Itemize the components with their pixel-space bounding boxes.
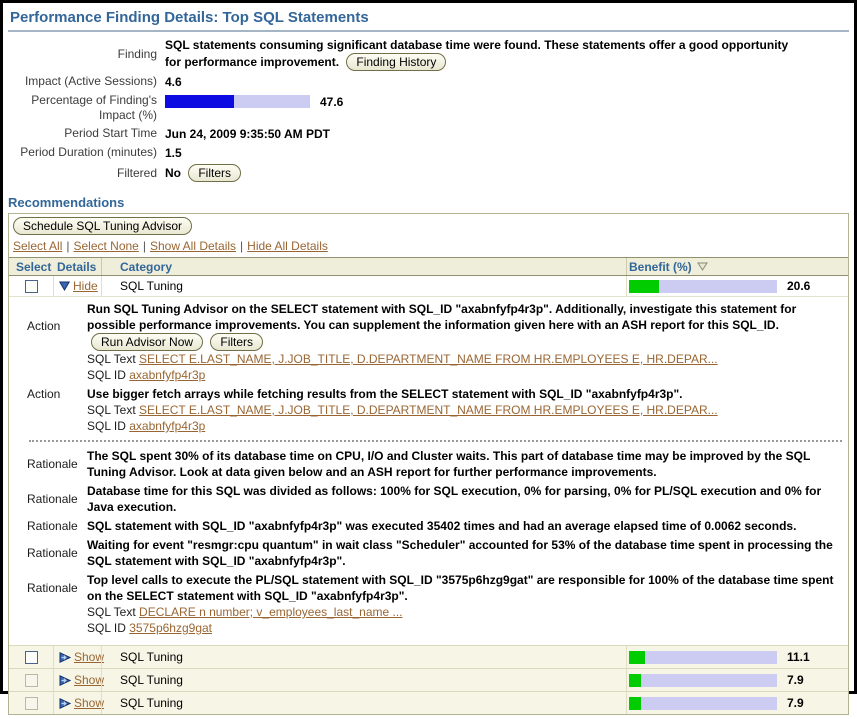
- benefit-cell: [626, 669, 848, 691]
- show-details-link[interactable]: Show: [74, 673, 105, 687]
- show-details-link[interactable]: Show: [74, 696, 105, 710]
- impact-percentage-bar-fill: [165, 95, 234, 108]
- benefit-bar: [629, 674, 777, 687]
- benefit-bar-fill: [629, 651, 645, 664]
- recommendation-row: [9, 276, 848, 297]
- select-checkbox[interactable]: [25, 674, 38, 687]
- show-all-details-link[interactable]: Show All Details: [149, 239, 237, 253]
- finding-value: [165, 37, 800, 71]
- show-details-link[interactable]: Show: [74, 650, 105, 664]
- select-all-link[interactable]: Select All: [13, 239, 63, 253]
- benefit-bar-fill: [629, 697, 641, 710]
- benefit-cell: [626, 692, 848, 714]
- sql-id-label: SQL ID: [87, 368, 126, 382]
- expand-triangle-icon[interactable]: [59, 675, 71, 686]
- select-cell: [9, 646, 53, 668]
- filtered-text: No: [165, 166, 181, 180]
- benefit-bar: [629, 651, 777, 664]
- recommendation-row: [9, 691, 848, 714]
- details-cell: [53, 646, 105, 668]
- expand-triangle-icon[interactable]: [59, 698, 71, 709]
- benefit-cell: [626, 646, 848, 668]
- impact-percentage-label: Percentage of Finding's Impact (%): [31, 93, 157, 122]
- sql-text-label: SQL Text: [87, 352, 136, 366]
- category-label: SQL Tuning: [101, 669, 626, 691]
- sql-text-link[interactable]: SELECT E.LAST_NAME, J.JOB_TITLE, D.DEPARTMENT_NAME FROM HR.EMPLOYEES E, HR.DEPAR...: [139, 352, 718, 366]
- select-cell: [9, 669, 53, 691]
- benefit-bar: [629, 697, 777, 710]
- sql-id-line: [87, 418, 842, 434]
- select-checkbox[interactable]: [25, 651, 38, 664]
- link-separator: |: [240, 239, 244, 253]
- action-label: Action: [27, 319, 61, 333]
- action-filters-button[interactable]: Filters: [210, 333, 263, 351]
- sql-text-link[interactable]: SELECT E.LAST_NAME, J.JOB_TITLE, D.DEPARTMENT_NAME FROM HR.EMPLOYEES E, HR.DEPAR...: [139, 403, 718, 417]
- action-item: [9, 301, 842, 383]
- schedule-sql-tuning-advisor-button[interactable]: Schedule SQL Tuning Advisor: [13, 217, 192, 235]
- category-label: SQL Tuning: [101, 692, 626, 714]
- recommendations-heading: Recommendations: [8, 195, 125, 210]
- select-none-link[interactable]: Select None: [73, 239, 139, 253]
- finding-row: [8, 37, 849, 71]
- details-column-header: Details: [57, 259, 97, 274]
- benefit-value: 20.6: [787, 279, 811, 293]
- select-column-header: Select: [16, 259, 52, 274]
- period-duration-value: 1.5: [165, 146, 182, 160]
- period-start-value: Jun 24, 2009 9:35:50 AM PDT: [165, 127, 330, 141]
- sql-id-line: [87, 620, 842, 636]
- details-cell: [53, 669, 105, 691]
- impact-percentage-value: [165, 93, 343, 110]
- sql-text-label: SQL Text: [87, 605, 136, 619]
- impact-label: Impact (Active Sessions): [24, 74, 157, 88]
- sql-id-link[interactable]: axabnfyfp4r3p: [129, 419, 206, 433]
- impact-value: 4.6: [165, 75, 182, 89]
- category-label: SQL Tuning: [101, 646, 626, 668]
- rationale-text: Top level calls to execute the PL/SQL statement with SQL_ID "3575p6hzg9gat" are responsible for 100% of the database time spent on the SELECT statement with SQL_ID "axabnfyfp4r3p".: [87, 573, 834, 603]
- filtered-label: Filtered: [116, 165, 157, 180]
- rationale-item: [9, 572, 842, 636]
- finding-history-button[interactable]: Finding History: [346, 53, 446, 71]
- sql-text-line: [87, 351, 842, 367]
- rationale-text: Database time for this SQL was divided as follows: 100% for SQL execution, 0% for parsing, 0% for PL/SQL execution and 0% for Java execution.: [87, 484, 822, 514]
- benefit-value: 7.9: [787, 696, 804, 710]
- link-separator: |: [142, 239, 146, 253]
- period-duration-row: [8, 145, 849, 161]
- sql-id-link[interactable]: 3575p6hzg9gat: [129, 621, 212, 635]
- run-advisor-now-button[interactable]: Run Advisor Now: [91, 333, 203, 351]
- impact-percentage-number: 47.6: [320, 94, 344, 109]
- benefit-cell: [626, 276, 848, 296]
- category-column-header[interactable]: Category: [101, 258, 626, 275]
- select-cell: [9, 692, 53, 714]
- sql-id-label: SQL ID: [87, 419, 126, 433]
- sql-text-label: SQL Text: [87, 403, 136, 417]
- hide-all-details-link[interactable]: Hide All Details: [247, 239, 328, 253]
- benefit-value: 7.9: [787, 673, 804, 687]
- finding-details-section: [8, 32, 849, 187]
- recommendation-row: [9, 668, 848, 691]
- rationale-label: Rationale: [27, 519, 78, 533]
- benefit-bar-fill: [629, 280, 659, 293]
- details-cell: [53, 692, 105, 714]
- sql-text-line: [87, 402, 842, 418]
- recommendation-row: [9, 645, 848, 668]
- benefit-column-header[interactable]: [626, 258, 848, 275]
- action-text: [87, 301, 842, 351]
- filtered-value: [165, 164, 241, 182]
- table-header-row: [9, 257, 848, 276]
- action-label: Action: [27, 387, 61, 401]
- sql-text-line: [87, 604, 842, 620]
- finding-text: SQL statements consuming significant database time were found. These statements offer a good opportunity for performance improvement.: [165, 38, 789, 69]
- page-title: Performance Finding Details: Top SQL Statements: [8, 7, 849, 32]
- action-text: Use bigger fetch arrays while fetching results from the SELECT statement with SQL_ID "axabnfyfp4r3p".: [87, 387, 683, 401]
- benefit-value: 11.1: [787, 650, 810, 664]
- action-rationale-divider: [29, 440, 842, 442]
- sql-id-label: SQL ID: [87, 621, 126, 635]
- category-label: SQL Tuning: [101, 276, 626, 296]
- select-cell: [9, 276, 53, 296]
- expanded-detail-block: [9, 297, 848, 645]
- rationale-item: [9, 483, 842, 515]
- rationale-text: Waiting for event "resmgr:cpu quantum" in wait class "Scheduler" accounted for 53% of the database time spent in processing the SQL statement with SQL_ID "axabnfyfp4r3p".: [87, 538, 833, 568]
- sql-id-link[interactable]: axabnfyfp4r3p: [129, 368, 206, 382]
- rationale-label: Rationale: [27, 546, 78, 560]
- rationale-label: Rationale: [27, 457, 78, 471]
- hide-details-link[interactable]: Hide: [73, 279, 98, 293]
- sql-id-line: [87, 367, 842, 383]
- select-checkbox[interactable]: [25, 697, 38, 710]
- impact-percentage-bar: [165, 95, 310, 108]
- finding-label: Finding: [117, 46, 157, 61]
- rationale-item: [9, 537, 842, 569]
- rationale-text: The SQL spent 30% of its database time on CPU, I/O and Cluster waits. This part of database time may be improved by the SQL Tuning Advisor. Look at data given below and an ASH report for further performance improvements.: [87, 449, 811, 479]
- impact-percentage-row: [8, 93, 849, 123]
- filtered-row: [8, 164, 849, 182]
- benefit-bar: [629, 280, 777, 293]
- impact-row: [8, 74, 849, 90]
- link-separator: |: [66, 239, 70, 253]
- benefit-sort-descending-icon[interactable]: [697, 262, 708, 271]
- filters-button[interactable]: Filters: [188, 164, 241, 182]
- period-start-label: Period Start Time: [64, 126, 157, 140]
- action-text-content: Run SQL Tuning Advisor on the SELECT statement with SQL_ID "axabnfyfp4r3p". Additionally, investigate this statement for possible performance improvements. You can supplement the information given here with an ASH report for this SQL_ID.: [87, 302, 797, 332]
- rationale-item: [9, 448, 842, 480]
- selection-links-bar: [9, 238, 848, 257]
- benefit-bar-fill: [629, 674, 641, 687]
- action-item: [9, 386, 842, 434]
- period-start-row: [8, 126, 849, 142]
- collapse-triangle-icon[interactable]: [59, 281, 70, 291]
- recommendations-toolbar: [9, 214, 848, 238]
- sql-text-link[interactable]: DECLARE n number; v_employees_last_name ...: [139, 605, 403, 619]
- rationale-text: SQL statement with SQL_ID "axabnfyfp4r3p" was executed 35402 times and had an average elapsed time of 0.0062 seconds.: [87, 519, 797, 533]
- select-checkbox[interactable]: [25, 280, 38, 293]
- rationale-label: Rationale: [27, 492, 78, 506]
- recommendations-table: [8, 213, 849, 715]
- benefit-column-label: Benefit (%): [629, 259, 692, 274]
- period-duration-label: Period Duration (minutes): [20, 145, 157, 159]
- details-cell: [53, 276, 101, 296]
- rationale-label: Rationale: [27, 581, 78, 595]
- rationale-item: [9, 518, 842, 534]
- expand-triangle-icon[interactable]: [59, 652, 71, 663]
